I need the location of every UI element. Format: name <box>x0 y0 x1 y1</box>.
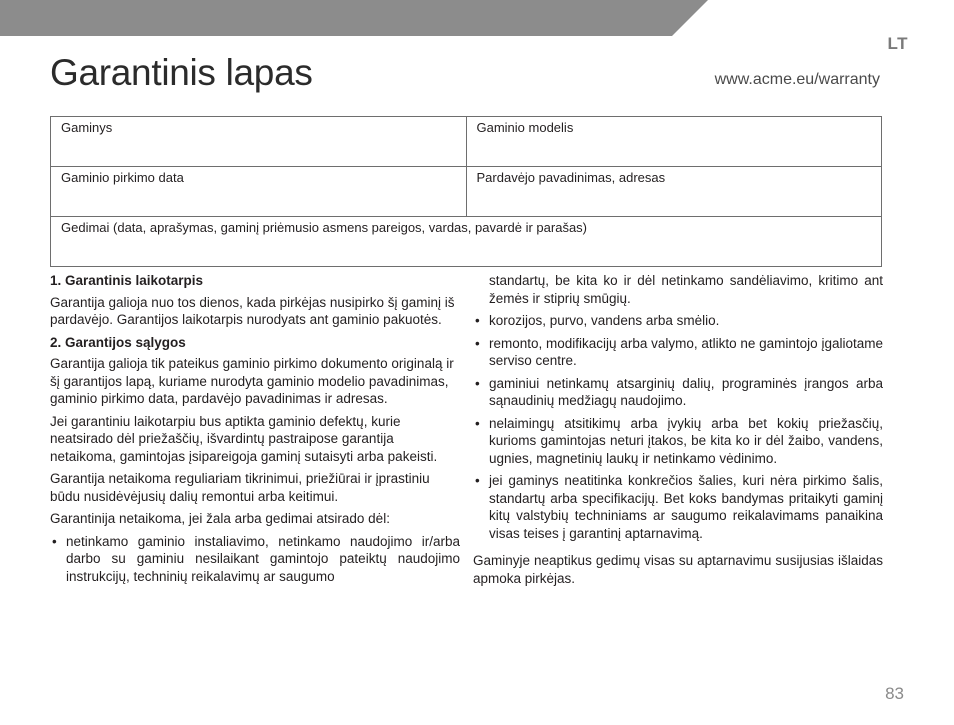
section-heading-warranty-conditions: 2. Garantijos sąlygos <box>50 334 186 350</box>
form-field-model[interactable]: Gaminio modelis <box>466 117 882 167</box>
paragraph: Garantinija netaikoma, jei žala arba gedimai atsirado dėl: <box>50 511 390 526</box>
list-item <box>50 533 460 586</box>
form-field-defects[interactable]: Gedimai (data, aprašymas, gaminį priėmusio asmens pareigos, vardas, pavardė ir parašas) <box>51 217 882 267</box>
list-item-continuation: standartų, be kita ko ir dėl netinkamo sandėliavimo, kritimo ant žemės ir stiprių smūgių. <box>489 273 883 306</box>
right-column <box>473 272 883 592</box>
list-item <box>473 472 883 542</box>
list-item-text: remonto, modifikacijų arba valymo, atlikto ne gamintojo įgaliotame serviso centre. <box>489 335 883 368</box>
bullet-icon: • <box>475 313 480 328</box>
list-item-text: nelaimingų atsitikimų arba įvykių arba bet kokių priežasčių, kurioms gamintojas neturi įtakos, be kita ko ir dėl žaibo, vandens, ugnies, magnetinių laukų ir netinkamo vėdinimo. <box>489 415 883 466</box>
paragraph: Garantija galioja nuo tos dienos, kada pirkėjas nusipirko šį gaminį iš pardavėjo. Garantijos laikotarpis nurodyats ant gaminio pakuotės. <box>50 294 455 327</box>
form-row <box>51 117 882 167</box>
form-field-purchase-date[interactable]: Gaminio pirkimo data <box>51 167 467 217</box>
bullet-icon: • <box>475 473 480 488</box>
list-item <box>473 375 883 410</box>
list-item <box>473 415 883 468</box>
form-row <box>51 167 882 217</box>
paragraph: Garantija galioja tik pateikus gaminio pirkimo dokumento originalą ir šį garantijos lapą, kuriame nurodyta gaminio modelio pavadinimas, gaminio pirkimo data, pardavėjo pavadinimas ir adresas. <box>50 356 454 406</box>
exclusion-list <box>50 533 460 586</box>
warranty-url: www.acme.eu/warranty <box>714 71 880 88</box>
list-item-text: netinkamo gaminio instaliavimo, netinkamo naudojimo ir/arba darbo su gaminiu nesilaikant gamintojo pateiktų naudojimo instrukcijų, techninių reikalavimų ar saugumo <box>66 533 460 584</box>
paragraph: Jei garantiniu laikotarpiu bus aptikta gaminio defektų, kurie neatsirado dėl priežaščių, išvardintų pastraipose garantija netaikoma, gamintojas įsipareigoja gaminį sutaisyti arba pakeisti. <box>50 413 438 464</box>
top-decorative-band <box>0 0 954 36</box>
list-item-text: gaminiui netinkamų atsarginių dalių, programinės įrangos arba sąnaudinių medžiagų naudojimo. <box>489 375 883 408</box>
bullet-icon: • <box>52 533 57 549</box>
left-column <box>50 272 460 590</box>
bullet-icon: • <box>475 415 480 431</box>
list-item <box>473 335 883 370</box>
page-title: Garantinis lapas <box>50 52 313 93</box>
bullet-icon: • <box>475 335 480 351</box>
exclusion-list-continued <box>473 312 883 542</box>
page-number: 83 <box>885 684 904 703</box>
closing-paragraph: Gaminyje neaptikus gedimų visas su aptarnavimu susijusias išlaidas apmoka pirkėjas. <box>473 553 883 586</box>
paragraph: Garantija netaikoma reguliariam tikrinimui, priežiūrai ir įprastiniu būdu nusidėvėjusių dalių remontui arba keitimui. <box>50 471 430 504</box>
section-heading-warranty-period: 1. Garantinis laikotarpis <box>50 273 204 288</box>
list-item <box>473 312 883 330</box>
form-row <box>51 217 882 267</box>
language-code: LT <box>887 34 908 53</box>
bullet-icon: • <box>475 375 480 391</box>
list-item-text: jei gaminys neatitinka konkrečios šalies, kuri nėra pirkimo šalis, standartų arba specifikacijų. Bet koks bandymas pritaikyti gaminį kitų valstybių techniniams ar saugumo reikalavimams panaikina visas teises į garantinį aptarnavimą. <box>489 473 883 541</box>
warranty-form-table <box>50 116 882 267</box>
form-field-product[interactable]: Gaminys <box>51 117 467 167</box>
list-item-text: korozijos, purvo, vandens arba smėlio. <box>489 313 720 328</box>
form-field-seller[interactable]: Pardavėjo pavadinimas, adresas <box>466 167 882 217</box>
